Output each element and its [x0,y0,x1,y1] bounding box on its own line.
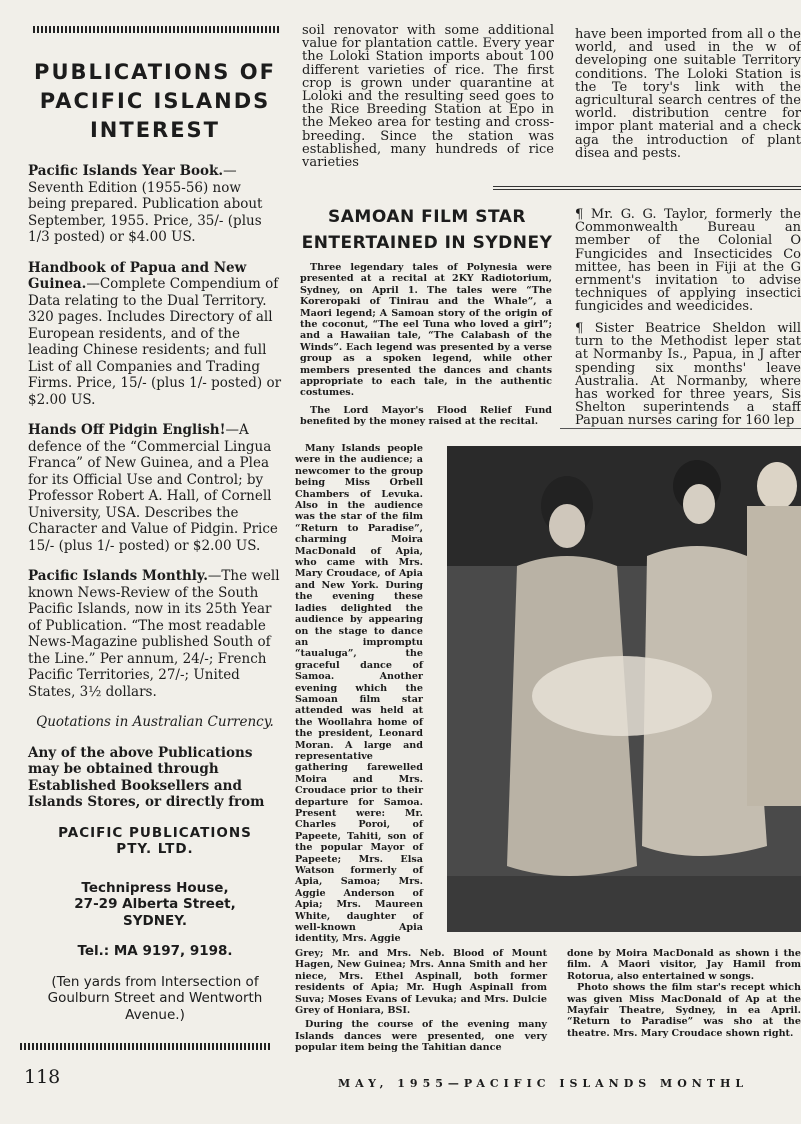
page-number: 118 [24,1066,61,1088]
headline-line-2: ENTERTAINED IN SYDNEY [301,233,553,253]
telephone: Tel.: MA 9197, 9198. [77,943,233,959]
entry-pidgin: Hands Off Pidgin English!—A defence of the “Commercial Lingua Franca” of New Guinea, and a Plea for its Official Use and Control; by Professor Robert A. Hall, of Cornell University, USA. Describes the Character and Value of Pidgin. Price 15/- (plus 1/- posted) or $2.00 US. [28,422,278,554]
note-sheldon: ¶ Sister Beatrice Sheldon will turn to the Methodist leper stat at Normanby Is., Papua, in J after spending six months' leave Australia. At Normanby, where has worked for three years, Sis Shelton superintends a staff Papuan nurses caring for 160 lep [575,321,801,429]
quotation-note: Quotations in Australian Currency. [36,714,274,730]
story-bottom: Grey; Mr. and Mrs. Neb. Blood of Mount Hagen, New Guinea; Mrs. Anna Smith and her niece, Mrs. Ethel Aspinall, both former residents of Apia; Mr. Hugh Aspinall from Suva; Moses Evans of Levuka; and Mrs. Dulcie Grey of Honiara, BSI. During the course of the evening many Islands dances were presented, one very popular item being the Tahitian dance [295,948,547,1054]
address-line-2: 27-29 Alberta Street, [74,896,236,912]
note-taylor: ¶ Mr. G. G. Taylor, formerly the Commonwealth Bureau an member of the Colonial O Fungicides and Insecticides Co mittee, has been in Fiji at the G ernment's invitation to advise techniques of applying insectici fungicides and weedicides. [575,207,801,315]
publisher-name: PACIFIC PUBLICATIONS [58,824,252,841]
ad-title-line-3: INTEREST [89,118,221,142]
top-ornament [33,26,280,33]
issue-footer: MAY, 1955—PACIFIC ISLANDS MONTHL [338,1077,749,1090]
story-lead: Three legendary tales of Polynesia were presented at a recital at 2KY Radiotorium, Sydney, on April 1. The tales were “The Koreropaki of Tinirau and the Whale”, a Maori legend; A Samoan story of the origin of the coconut, “The eel Tuna who loved a girl”; and a Hawaiian tale, “The Calabash of the Winds”. Each legend was presented by a verse group as a spoken legend, while other members presented the dances and chants appropriate to each tale, in the authentic costumes. The Lord Mayor's Flood Relief Fund benefited by the money raised at the recital. [300,262,552,428]
entry-year-book: Pacific Islands Year Book.—Seventh Edition (1955-56) now being prepared. Publication about September, 1955. Price, 35/- (plus 1/3 posted) or $4.00 US. [28,163,263,245]
entry-handbook: Handbook of Papua and New Guinea.—Complete Compendium of Data relating to the Dual Territory. 320 pages. Includes Directory of all European residents, and of the leading Chinese residents; and full List of all Companies and Trading Firms. Price, 15/- (plus 1/- posted) or $2.00 US. [28,259,282,408]
notes-divider [560,428,801,429]
photo-caption: done by Moira MacDonald as shown i the film. A Maori visitor, Jay Hamil from Rotorua, also entertained w songs. Photo shows the film star's recept which was given Miss MacDonald of Ap at the Mayfair Theatre, Sydney, in ea April. “Return to Paradise” was sho at the theatre. Mrs. Mary Croudace shown right. [567,948,801,1039]
bottom-ornament [20,1043,272,1050]
story-narrow-column: Many Islands people were in the audience; a newcomer to the group being Miss Orbell Chambers of Levuka. Also in the audience was the star of the film “Return to Paradise”, charming Moira MacDonald of Apia, who came with Mrs. Mary Croudace, of Apia and New York. During the evening these ladies delighted the audience by appearing on the stage to dance an impromptu “taualuga”, the graceful dance of Samoa. Another evening which the Samoan film star attended was held at the Woollahra home of the president, Leonard Moran. A large and representative gathering farewelled Moira and Mrs. Croudace prior to their departure for Samoa. Present were: Mr. Charles Poroi, of Papeete, Tahiti, son of the popular Mayor of Papeete; Mrs. Elsa Watson formerly of Apia, Samoa; Mrs. Aggie Anderson of Apia; Mrs. Maureen White, daughter of well-known Apia identity, Mrs. Aggie [295,443,423,945]
address-line-3: SYDNEY. [123,912,187,929]
headline-line-1: SAMOAN FILM STAR [328,207,526,227]
story-headline [298,204,556,256]
location-note: (Ten yards from Intersection of Goulburn Street and Wentworth Avenue.) [47,973,263,1023]
ad-title-line-1: PUBLICATIONS OF [34,60,276,84]
loloki-article-col2: soil renovator with some additional value for plantation cattle. Every year the Loloki Station imports about 100 different varieties of rice. The first crop is grown under quarantine at Loloki and the resulting seed goes to the Rice Breeding Station at Epo in the Mekeo area for testing and cross-breeding. Since the station was established, many hundreds of rice varieties [302,23,554,171]
entry-monthly: Pacific Islands Monthly.—The well known News-Review of the South Pacific Islands, now in its 25th Year of Publication. “The most readable News-Magazine published South of the Line.” Per annum, 24/-; French Pacific Territories, 27/-; United States, 3½ dollars. [28,568,280,700]
section-divider [493,186,801,190]
order-text: Any of the above Publications may be obtained through Established Booksellers and Islands Stores, or directly from [28,744,265,810]
loloki-article-col3: have been imported from all o the world, and used in the w of developing one suitable Territory conditions. The Loloki Station is the Te tory's link with the agricultural search centres of the world. distribution centre for impor plant material and a check aga the introduction of plant disea and pests. [575,27,801,161]
address-line-1: Technipress House, [81,879,229,896]
publisher-block [28,825,282,1024]
photo-reception [447,446,801,932]
publications-ad [28,58,282,1037]
ad-title [28,58,282,145]
ad-title-line-2: PACIFIC ISLANDS [39,89,271,113]
publisher-suffix: PTY. LTD. [116,841,194,857]
photo-illustration [447,446,801,932]
